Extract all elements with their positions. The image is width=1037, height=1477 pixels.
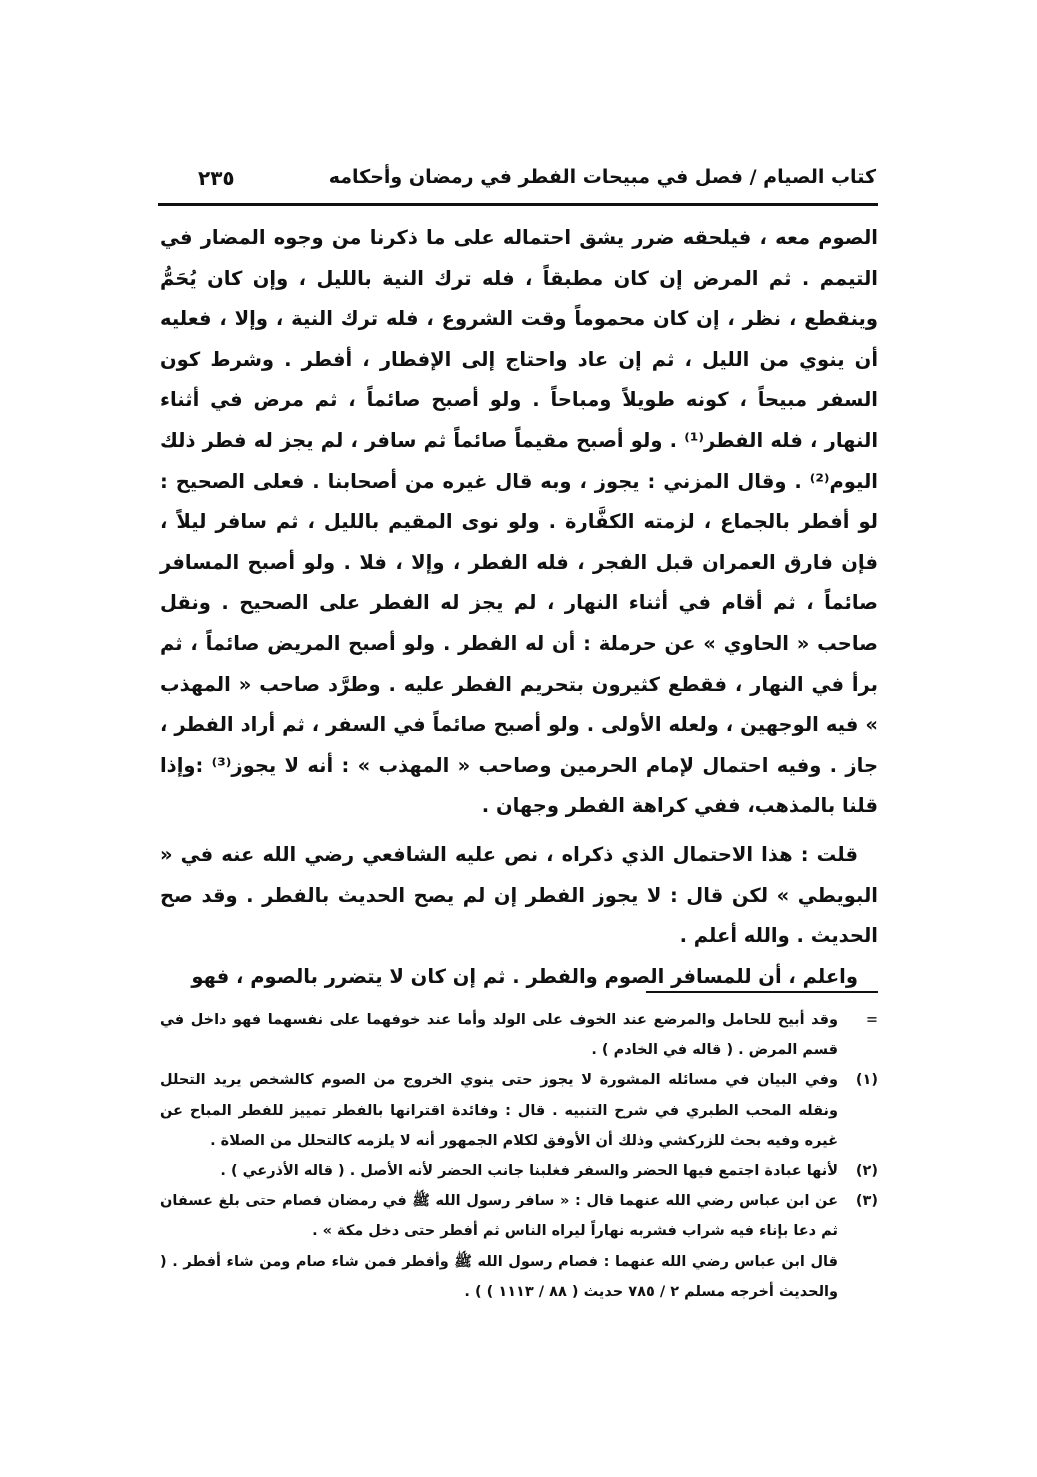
footnote-separator: [646, 991, 878, 993]
footnote-continuation: [160, 1005, 878, 1065]
body-paragraph-3: واعلم ، أن للمسافر الصوم والفطر . ثم إن كان لا يتضرر بالصوم ، فهو: [191, 964, 858, 988]
footnote-text: لأنها عبادة اجتمع فيها الحضر والسفر فغلبنا جانب الحضر لأنه الأصل . ( قاله الأذرعي ) .: [220, 1163, 838, 1180]
footnote-text: قال ابن عباس رضي الله عنهما : فصام رسول الله ﷺ وأفطر فمن شاء صام ومن شاء أفطر . ( والحديث أخرجه مسلم ٢ / ٧٨٥ حديث ( ٨٨ / ١١١٣ ) ) .: [160, 1253, 838, 1300]
header-rule: [158, 203, 878, 206]
footnote-1: [160, 1065, 878, 1156]
chapter-title: كتاب الصيام / فصل في مبيحات الفطر في رمضان وأحكامه: [328, 166, 876, 188]
footnote-3: [160, 1186, 878, 1246]
body-paragraph-1: الصوم معه ، فيلحقه ضرر يشق احتماله على ما ذكرنا من وجوه المضار في التيمم . ثم المرض إن كان مطبقاً ، فله ترك النية بالليل ، وإن كان يُحَمُّ وينقطع ، نظر ، إن كان محموماً وقت الشروع ، فله ترك النية ، وإلا ، فعليه أن ينوي من الليل ، ثم إن عاد واحتاج إلى الإفطار ، أفطر . وشرط كون السفر مبيحاً ، كونه طويلاً ومباحاً . ولو أصبح صائماً ، ثم مرض في أثناء النهار ، فله الفطر⁽¹⁾ . ولو أصبح مقيماً صائماً ثم سافر ، لم يجز له فطر ذلك اليوم⁽²⁾ . وقال المزني : يجوز ، وبه قال غيره من أصحابنا . فعلى الصحيح : لو أفطر بالجماع ، لزمته الكفَّارة . ولو نوى المقيم بالليل ، ثم سافر ليلاً ، فإن فارق العمران قبل الفجر ، فله الفطر ، وإلا ، فلا . ولو أصبح المسافر صائماً ، ثم أقام في أثناء النهار ، لم يجز له الفطر على الصحيح . ونقل صاحب « الحاوي » عن حرملة : أن له الفطر . ولو أصبح المريض صائماً ، ثم برأ في النهار ، فقطع كثيرون بتحريم الفطر عليه . وطرَّد صاحب « المهذب » فيه الوجهين ، ولعله الأولى . ولو أصبح صائماً في السفر ، ثم أراد الفطر ، جاز . وفيه احتمال لإمام الحرمين وصاحب « المهذب » : أنه لا يجوز⁽³⁾ :وإذا قلنا بالمذهب، ففي كراهة الفطر وجهان .: [160, 226, 879, 818]
footnotes: [160, 1005, 878, 1307]
footnote-marker: (٣): [855, 1193, 878, 1210]
main-text: [160, 218, 878, 997]
running-header: [158, 166, 876, 196]
body-paragraph-2: قلت : هذا الاحتمال الذي ذكراه ، نص عليه الشافعي رضي الله عنه في « البويطي » لكن قال : لا يجوز الفطر إن لم يصح الحديث بالفطر . وقد صح الحديث . والله أعلم .: [160, 842, 878, 948]
footnote-text: عن ابن عباس رضي الله عنهما قال : « سافر رسول الله ﷺ في رمضان فصام حتى بلغ عسفان ثم دعا بإناء فيه شراب فشربه نهاراً ليراه الناس ثم أفطر حتى دخل مكة » .: [160, 1193, 838, 1240]
footnote-marker: =: [865, 1012, 878, 1028]
footnote-text: وفي البيان في مسائله المشورة لا يجوز حتى ينوي الخروج من الصوم كالشخص يريد التحلل ونقله المحب الطبري في شرح التنبيه . قال : وفائدة اقترانها بالفطر تمييز للفطر المباح عن غيره وفيه بحث للزركشي وذلك أن الأوفق لكلام الجمهور أنه لا يلزمه كالتحلل من الصلاة .: [160, 1072, 838, 1149]
footnote-3-continuation: [160, 1247, 878, 1307]
footnote-marker: (١): [855, 1072, 878, 1089]
footnote-marker: (٢): [855, 1163, 878, 1180]
page-number: ٢٣٥: [198, 166, 235, 190]
footnote-text: وقد أبيح للحامل والمرضع عند الخوف على الولد وأما عند خوفهما على نفسهما فهو داخل في قسم المرض . ( قاله في الخادم ) .: [160, 1012, 838, 1059]
footnote-2: [160, 1156, 878, 1186]
footnote-marker: [838, 1247, 878, 1307]
